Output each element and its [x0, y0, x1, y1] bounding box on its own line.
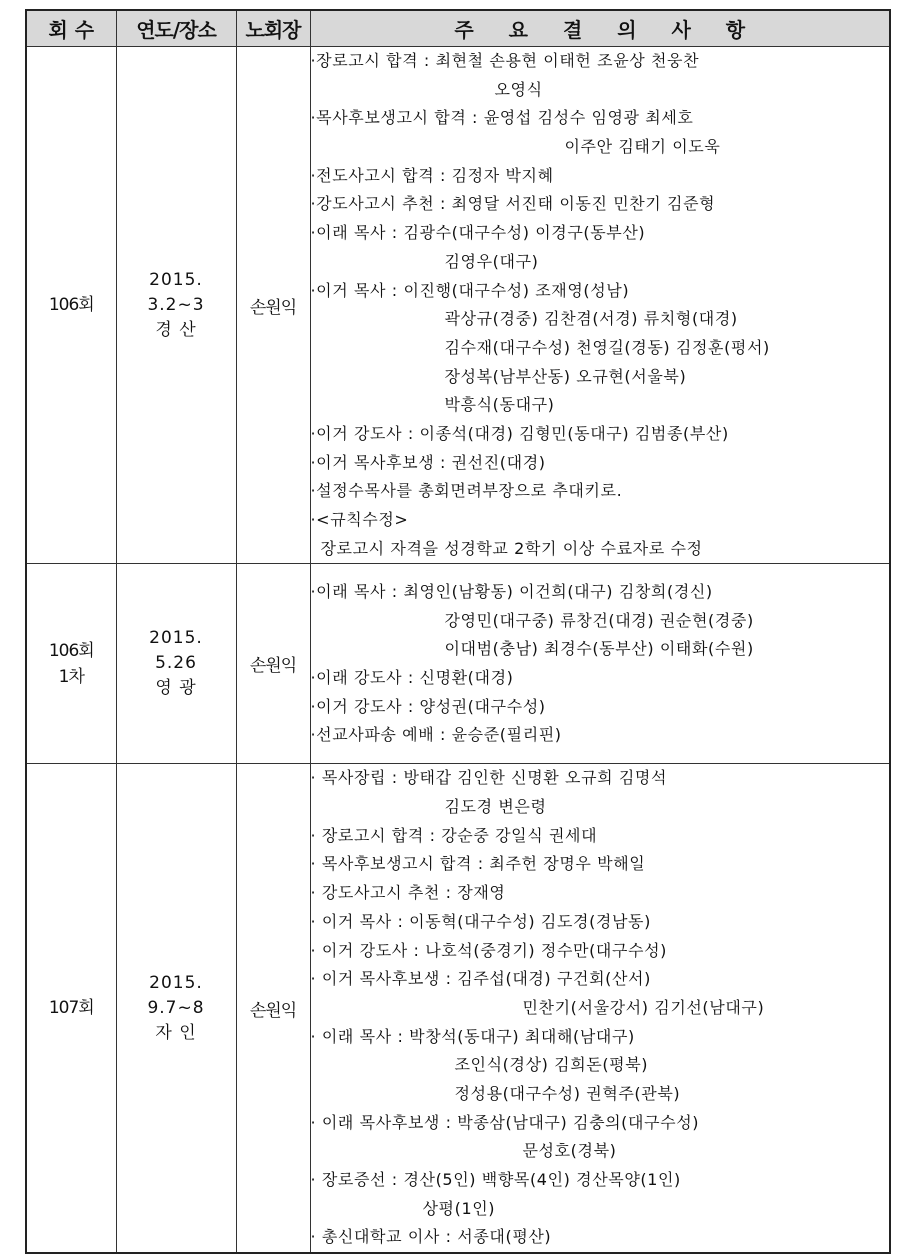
- session-cell: [26, 564, 116, 764]
- year-place-text: 9.7~8: [147, 997, 205, 1018]
- year-place-text: 5.26: [155, 653, 197, 674]
- resolution-line: ·목사후보생고시 합격 : 윤영섭 김성수 임영광 최세호: [310, 108, 694, 128]
- resolution-line: 곽상규(경중) 김찬겸(서경) 류치형(대경): [444, 309, 738, 329]
- resolution-line: ·이거 강도사 : 양성권(대구수성): [310, 696, 546, 716]
- table-row: [26, 564, 890, 764]
- resolutions-cell: [310, 47, 890, 564]
- presbytery-minutes-table: [25, 9, 891, 1254]
- session-text: 107회: [48, 998, 94, 1019]
- resolution-line: ·이래 목사 : 김광수(대구수성) 이경구(동부산): [310, 223, 646, 243]
- resolution-line: · 목사장립 : 방태갑 김인한 신명환 오규희 김명석: [310, 768, 668, 788]
- resolution-line: 이주안 김태기 이도욱: [564, 137, 721, 157]
- resolution-line: 강영민(대구중) 류창건(대경) 권순현(경중): [444, 610, 754, 630]
- resolution-line: 박흥식(동대구): [444, 395, 555, 415]
- resolution-line: · 장로증선 : 경산(5인) 백향목(4인) 경산목양(1인): [310, 1170, 681, 1189]
- year-place-cell: [116, 764, 236, 1253]
- resolution-line: 오영식: [494, 79, 543, 99]
- session-cell: [26, 47, 116, 564]
- resolution-line: · 이거 강도사 : 나호석(중경기) 정수만(대구수성): [310, 940, 667, 960]
- year-place-text: 3.2~3: [147, 294, 205, 315]
- header-president: 노회장: [236, 10, 310, 47]
- session-text: 106회: [48, 295, 94, 316]
- resolution-line: 문성호(경북): [522, 1141, 617, 1161]
- resolution-line: ·이거 강도사 : 이종석(대경) 김형민(동대구) 김범종(부산): [310, 423, 729, 443]
- resolution-line: · 강도사고시 추천 : 장재영: [310, 883, 506, 903]
- session-text: 1차: [58, 666, 84, 687]
- table-row: [26, 764, 890, 1253]
- table-row: [26, 47, 890, 564]
- resolution-line: · 이래 목사 : 박창석(동대구) 최대해(남대구): [310, 1026, 635, 1046]
- resolution-line: ·강도사고시 추천 : 최영달 서진태 이동진 민찬기 김준형: [310, 194, 716, 214]
- header-key-resolutions: 주 요 결 의 사 항: [310, 10, 890, 47]
- resolution-line: 정성용(대구수성) 권혁주(관북): [454, 1083, 681, 1103]
- president-cell: 손원익: [236, 764, 310, 1253]
- resolution-line: 조인식(경상) 김희돈(평북): [454, 1055, 649, 1075]
- session-cell: [26, 764, 116, 1253]
- resolution-line: 장로고시 자격을 성경학교 2학기 이상 수료자로 수정: [320, 538, 703, 558]
- header-year-place: 연도/장소: [116, 10, 236, 47]
- resolution-line: ·장로고시 합격 : 최현철 손용현 이태헌 조윤상 천웅찬: [310, 51, 700, 70]
- resolution-line: · 총신대학교 이사 : 서종대(평산): [310, 1227, 552, 1247]
- header-row: [26, 10, 890, 47]
- resolution-line: 김도경 변은령: [444, 797, 547, 817]
- resolution-line: 장성복(남부산동) 오규현(서울북): [444, 366, 687, 386]
- resolution-line: ·이거 목사 : 이진행(대구수성) 조재영(성남): [310, 280, 630, 300]
- resolution-line: 김수재(대구수성) 천영길(경동) 김정훈(평서): [444, 337, 770, 357]
- resolutions-cell: [310, 564, 890, 764]
- resolution-line: ·<규칙수정>: [310, 510, 409, 529]
- resolution-line: 김영우(대구): [444, 251, 539, 271]
- resolution-line: · 장로고시 합격 : 강순중 강일식 권세대: [310, 825, 598, 845]
- resolution-line: ·설정수목사를 총회면려부장으로 추대키로.: [310, 481, 623, 501]
- year-place-text: 2015.: [149, 269, 203, 290]
- resolution-line: 민찬기(서울강서) 김기선(남대구): [522, 997, 765, 1017]
- year-place-text: 자 인: [155, 1022, 197, 1043]
- resolution-line: 이대범(충남) 최경수(동부산) 이태화(수원): [444, 639, 754, 659]
- resolutions-cell: [310, 764, 890, 1253]
- resolution-line: ·이래 목사 : 최영인(남황동) 이건희(대구) 김창희(경신): [310, 581, 713, 601]
- resolution-line: · 이거 목사 : 이동혁(대구수성) 김도경(경남동): [310, 911, 651, 931]
- resolution-line: ·이래 강도사 : 신명환(대경): [310, 667, 514, 687]
- year-place-text: 경 산: [155, 319, 197, 340]
- year-place-cell: [116, 564, 236, 764]
- resolution-line: ·선교사파송 예배 : 윤승준(필리핀): [310, 725, 562, 745]
- resolution-line: · 이래 목사후보생 : 박종삼(남대구) 김충의(대구수성): [310, 1112, 700, 1132]
- year-place-text: 2015.: [149, 628, 203, 649]
- resolution-line: ·전도사고시 합격 : 김정자 박지혜: [310, 165, 554, 185]
- year-place-text: 2015.: [149, 972, 203, 993]
- president-cell: 손원익: [236, 47, 310, 564]
- header-session: 회 수: [26, 10, 116, 47]
- year-place-cell: [116, 47, 236, 564]
- resolution-line: 상평(1인): [422, 1198, 496, 1218]
- resolution-line: · 이거 목사후보생 : 김주섭(대경) 구건회(산서): [310, 969, 651, 989]
- resolution-line: ·이거 목사후보생 : 권선진(대경): [310, 452, 546, 472]
- session-text: 106회: [48, 640, 94, 661]
- resolution-line: · 목사후보생고시 합격 : 최주헌 장명우 박해일: [310, 854, 646, 874]
- president-cell: 손원익: [236, 564, 310, 764]
- year-place-text: 영 광: [155, 678, 197, 699]
